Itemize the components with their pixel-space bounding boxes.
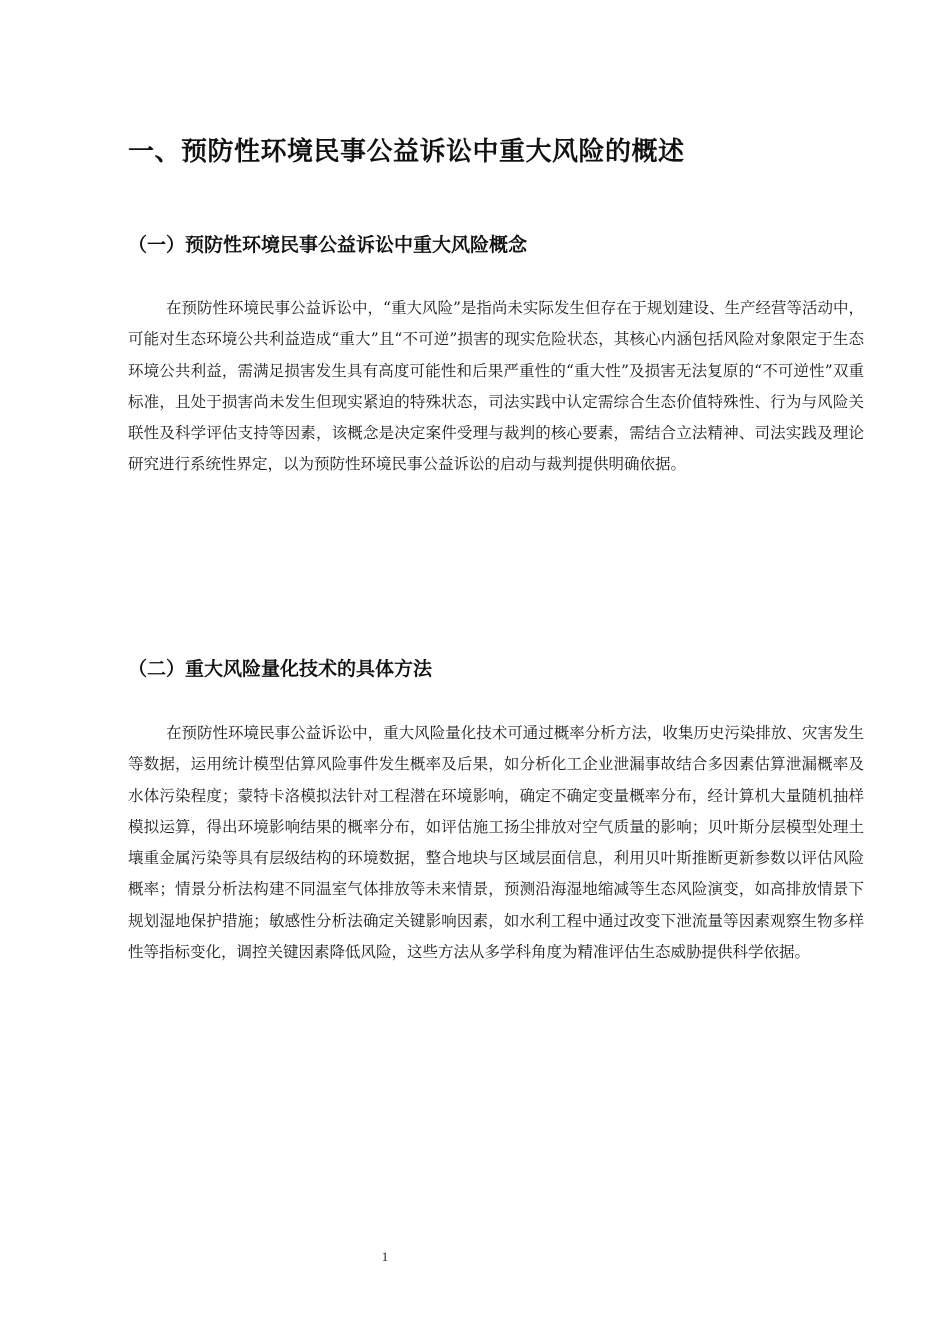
section-heading-concept: （一）预防性环境民事公益诉讼中重大风险概念 bbox=[128, 234, 528, 256]
section-paragraph-quantification: 在预防性环境民事公益诉讼中，重大风险量化技术可通过概率分析方法，收集历史污染排放、灾害发生等数据，运用统计模型估算风险事件发生概率及后果，如分析化工企业泄漏事故结合多因素估算泄漏概率及水体污染程度；蒙特卡洛模拟法针对工程潜在环境影响，确定不确定变量概率分布，经计算机大量随机抽样模拟运算，得出环境影响结果的概率分布，如评估施工扬尘排放对空气质量的影响；贝叶斯分层模型处理土壤重金属污染等具有层级结构的环境数据，整合地块与区域层面信息，利用贝叶斯推断更新参数以评估风险概率；情景分析法构建不同温室气体排放等未来情景，预测沿海湿地缩减等生态风险演变，如高排放情景下规划湿地保护措施；敏感性分析法确定关键影响因素，如水利工程中通过改变下泄流量等因素观察生物多样性等指标变化，调控关键因素降低风险，这些方法从多学科角度为精准评估生态威胁提供科学依据。 bbox=[128, 724, 864, 962]
page-number: 1 bbox=[381, 1249, 389, 1264]
section-heading-quantification: （二）重大风险量化技术的具体方法 bbox=[128, 658, 433, 680]
chapter-heading: 一、预防性环境民事公益诉讼中重大风险的概述 bbox=[128, 137, 685, 167]
section-paragraph-concept: 在预防性环境民事公益诉讼中，“重大风险”是指尚未实际发生但存在于规划建设、生产经营等活动中，可能对生态环境公共利益造成“重大”且“不可逆”损害的现实危险状态，其核心内涵包括风险对象限定于生态环境公共利益，需满足损害发生具有高度可能性和后果严重性的“重大性”及损害无法复原的“不可逆性”双重标准，且处于损害尚未发生但现实紧迫的特殊状态，司法实践中认定需综合生态价值特殊性、行为与风险关联性及科学评估支持等因素，该概念是决定案件受理与裁判的核心要素，需结合立法精神、司法实践及理论研究进行系统性界定，以为预防性环境民事公益诉讼的启动与裁判提供明确依据。 bbox=[128, 299, 864, 474]
